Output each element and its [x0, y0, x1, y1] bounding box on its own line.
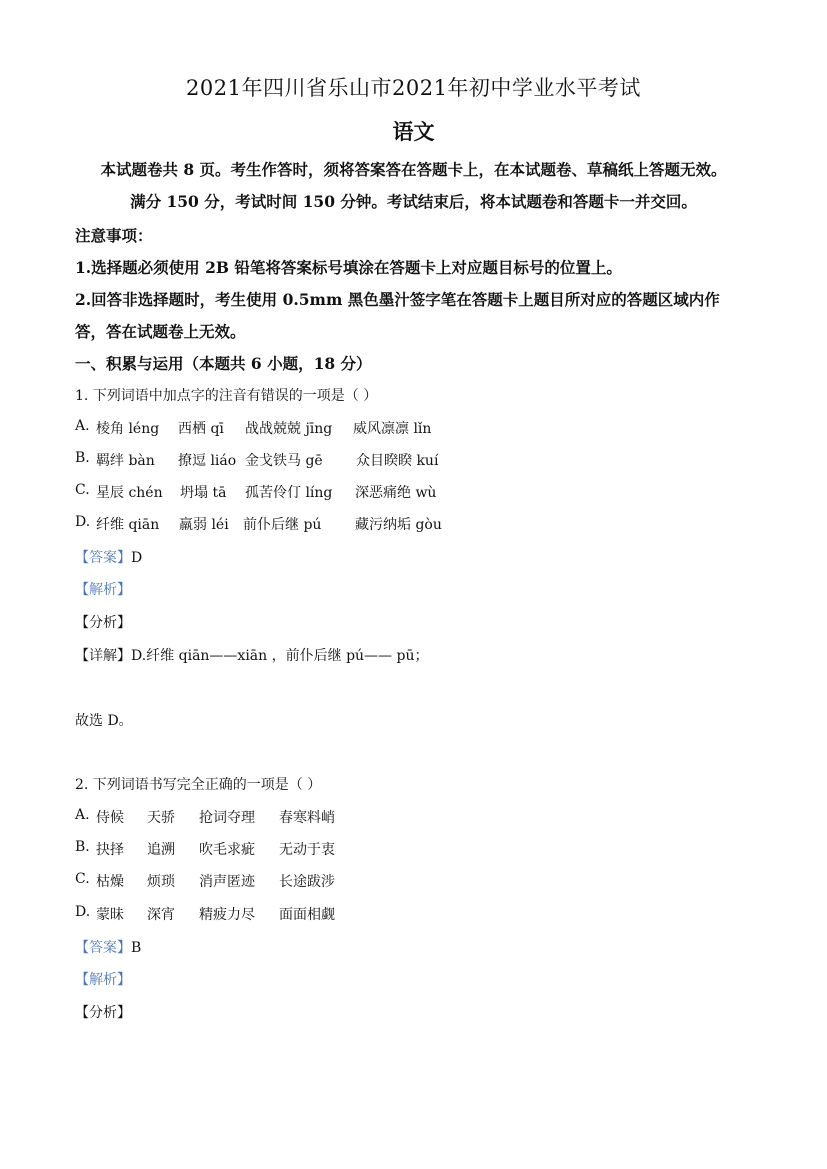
option-item: 羁绊 bàn: [96, 453, 155, 469]
option-item: 深宵: [147, 907, 175, 923]
option-item: 孤苦伶仃 líng: [245, 485, 333, 501]
option-item: 羸弱 léi: [179, 517, 229, 533]
answer-value: B: [131, 940, 142, 956]
option-item: 战战兢兢 jīng: [245, 421, 333, 437]
option-label: A.: [75, 807, 90, 823]
question-2-fenxi: 【分析】: [75, 1005, 131, 1021]
option-item: 撩逗 liáo: [178, 453, 237, 469]
question-1-analysis-tag: 【解析】: [75, 582, 131, 598]
option-item: 春寒料峭: [279, 810, 335, 826]
section-heading: 一、积累与运用（本题共 6 小题，18 分）: [75, 354, 372, 373]
note-2-cont: 答，答在试题卷上无效。: [75, 322, 246, 341]
option-label: C.: [75, 871, 90, 887]
option-item: 烦琐: [147, 874, 175, 890]
option-item: 抉择: [96, 842, 124, 858]
question-1-conclusion: 故选 D。: [75, 713, 133, 729]
instruction-line-2: 满分 150 分，考试时间 150 分钟。考试结束后，将本试题卷和答题卡一并交回。: [130, 192, 697, 211]
option-item: 精疲力尽: [199, 907, 255, 923]
question-2-analysis-tag: 【解析】: [75, 972, 131, 988]
option-item: 众目睽睽 kuí: [356, 453, 439, 469]
option-item: 蒙昧: [96, 907, 124, 923]
option-item: 侍候: [96, 810, 124, 826]
question-1-answer: [75, 547, 142, 567]
notes-heading: 注意事项：: [75, 226, 153, 245]
question-1-fenxi: 【分析】: [75, 615, 131, 631]
question-1-detail: 【详解】D.纤维 qiān——xiān ，前仆后继 pú—— pū；: [75, 648, 429, 664]
option-item: 星辰 chén: [96, 485, 163, 501]
option-item: 西栖 qī: [178, 421, 224, 437]
option-item: 深恶痛绝 wù: [355, 485, 437, 501]
note-2: 2.回答非选择题时，考生使用 0.5mm 黑色墨汁签字笔在答题卡上题目所对应的答题区域内作: [75, 290, 720, 309]
note-1: 1.选择题必须使用 2B 铅笔将答案标号填涂在答题卡上对应题目标号的位置上。: [75, 258, 622, 277]
answer-value: D: [131, 550, 143, 566]
option-item: 消声匿迹: [199, 874, 255, 890]
option-label: B.: [75, 839, 90, 855]
option-label: C.: [75, 482, 90, 498]
option-item: 无动于衷: [279, 842, 335, 858]
answer-tag: 【答案】: [75, 940, 131, 956]
option-item: 抢词夺理: [199, 810, 255, 826]
answer-tag: 【答案】: [75, 550, 131, 566]
option-item: 吹毛求疵: [199, 842, 255, 858]
option-label: A.: [75, 418, 90, 434]
option-label: B.: [75, 450, 90, 466]
exam-title: 2021年四川省乐山市2021年初中学业水平考试: [186, 76, 641, 100]
question-1-stem: 1. 下列词语中加点字的注音有错误的一项是（ ）: [75, 388, 378, 404]
option-item: 坍塌 tā: [180, 485, 227, 501]
instruction-line-1: 本试题卷共 8 页。考生作答时，须将答案答在答题卡上，在本试题卷、草稿纸上答题无效。: [100, 160, 727, 179]
option-label: D.: [75, 904, 91, 920]
question-2-stem: 2. 下列词语书写完全正确的一项是（ ）: [75, 777, 322, 793]
option-item: 前仆后继 pú: [243, 517, 322, 533]
option-item: 威风凛凛 lǐn: [353, 421, 432, 437]
subject-title: 语文: [392, 119, 435, 144]
question-2-answer: [75, 937, 141, 957]
option-item: 棱角 léng: [96, 421, 160, 437]
option-label: D.: [75, 514, 91, 530]
option-item: 长途跋涉: [279, 874, 335, 890]
option-item: 金戈铁马 gē: [245, 453, 323, 469]
option-item: 天骄: [147, 810, 175, 826]
option-item: 追溯: [147, 842, 175, 858]
option-item: 纤维 qiān: [96, 517, 160, 533]
option-item: 藏污纳垢 gòu: [355, 517, 442, 533]
option-item: 枯燥: [96, 874, 124, 890]
option-item: 面面相觑: [279, 907, 335, 923]
